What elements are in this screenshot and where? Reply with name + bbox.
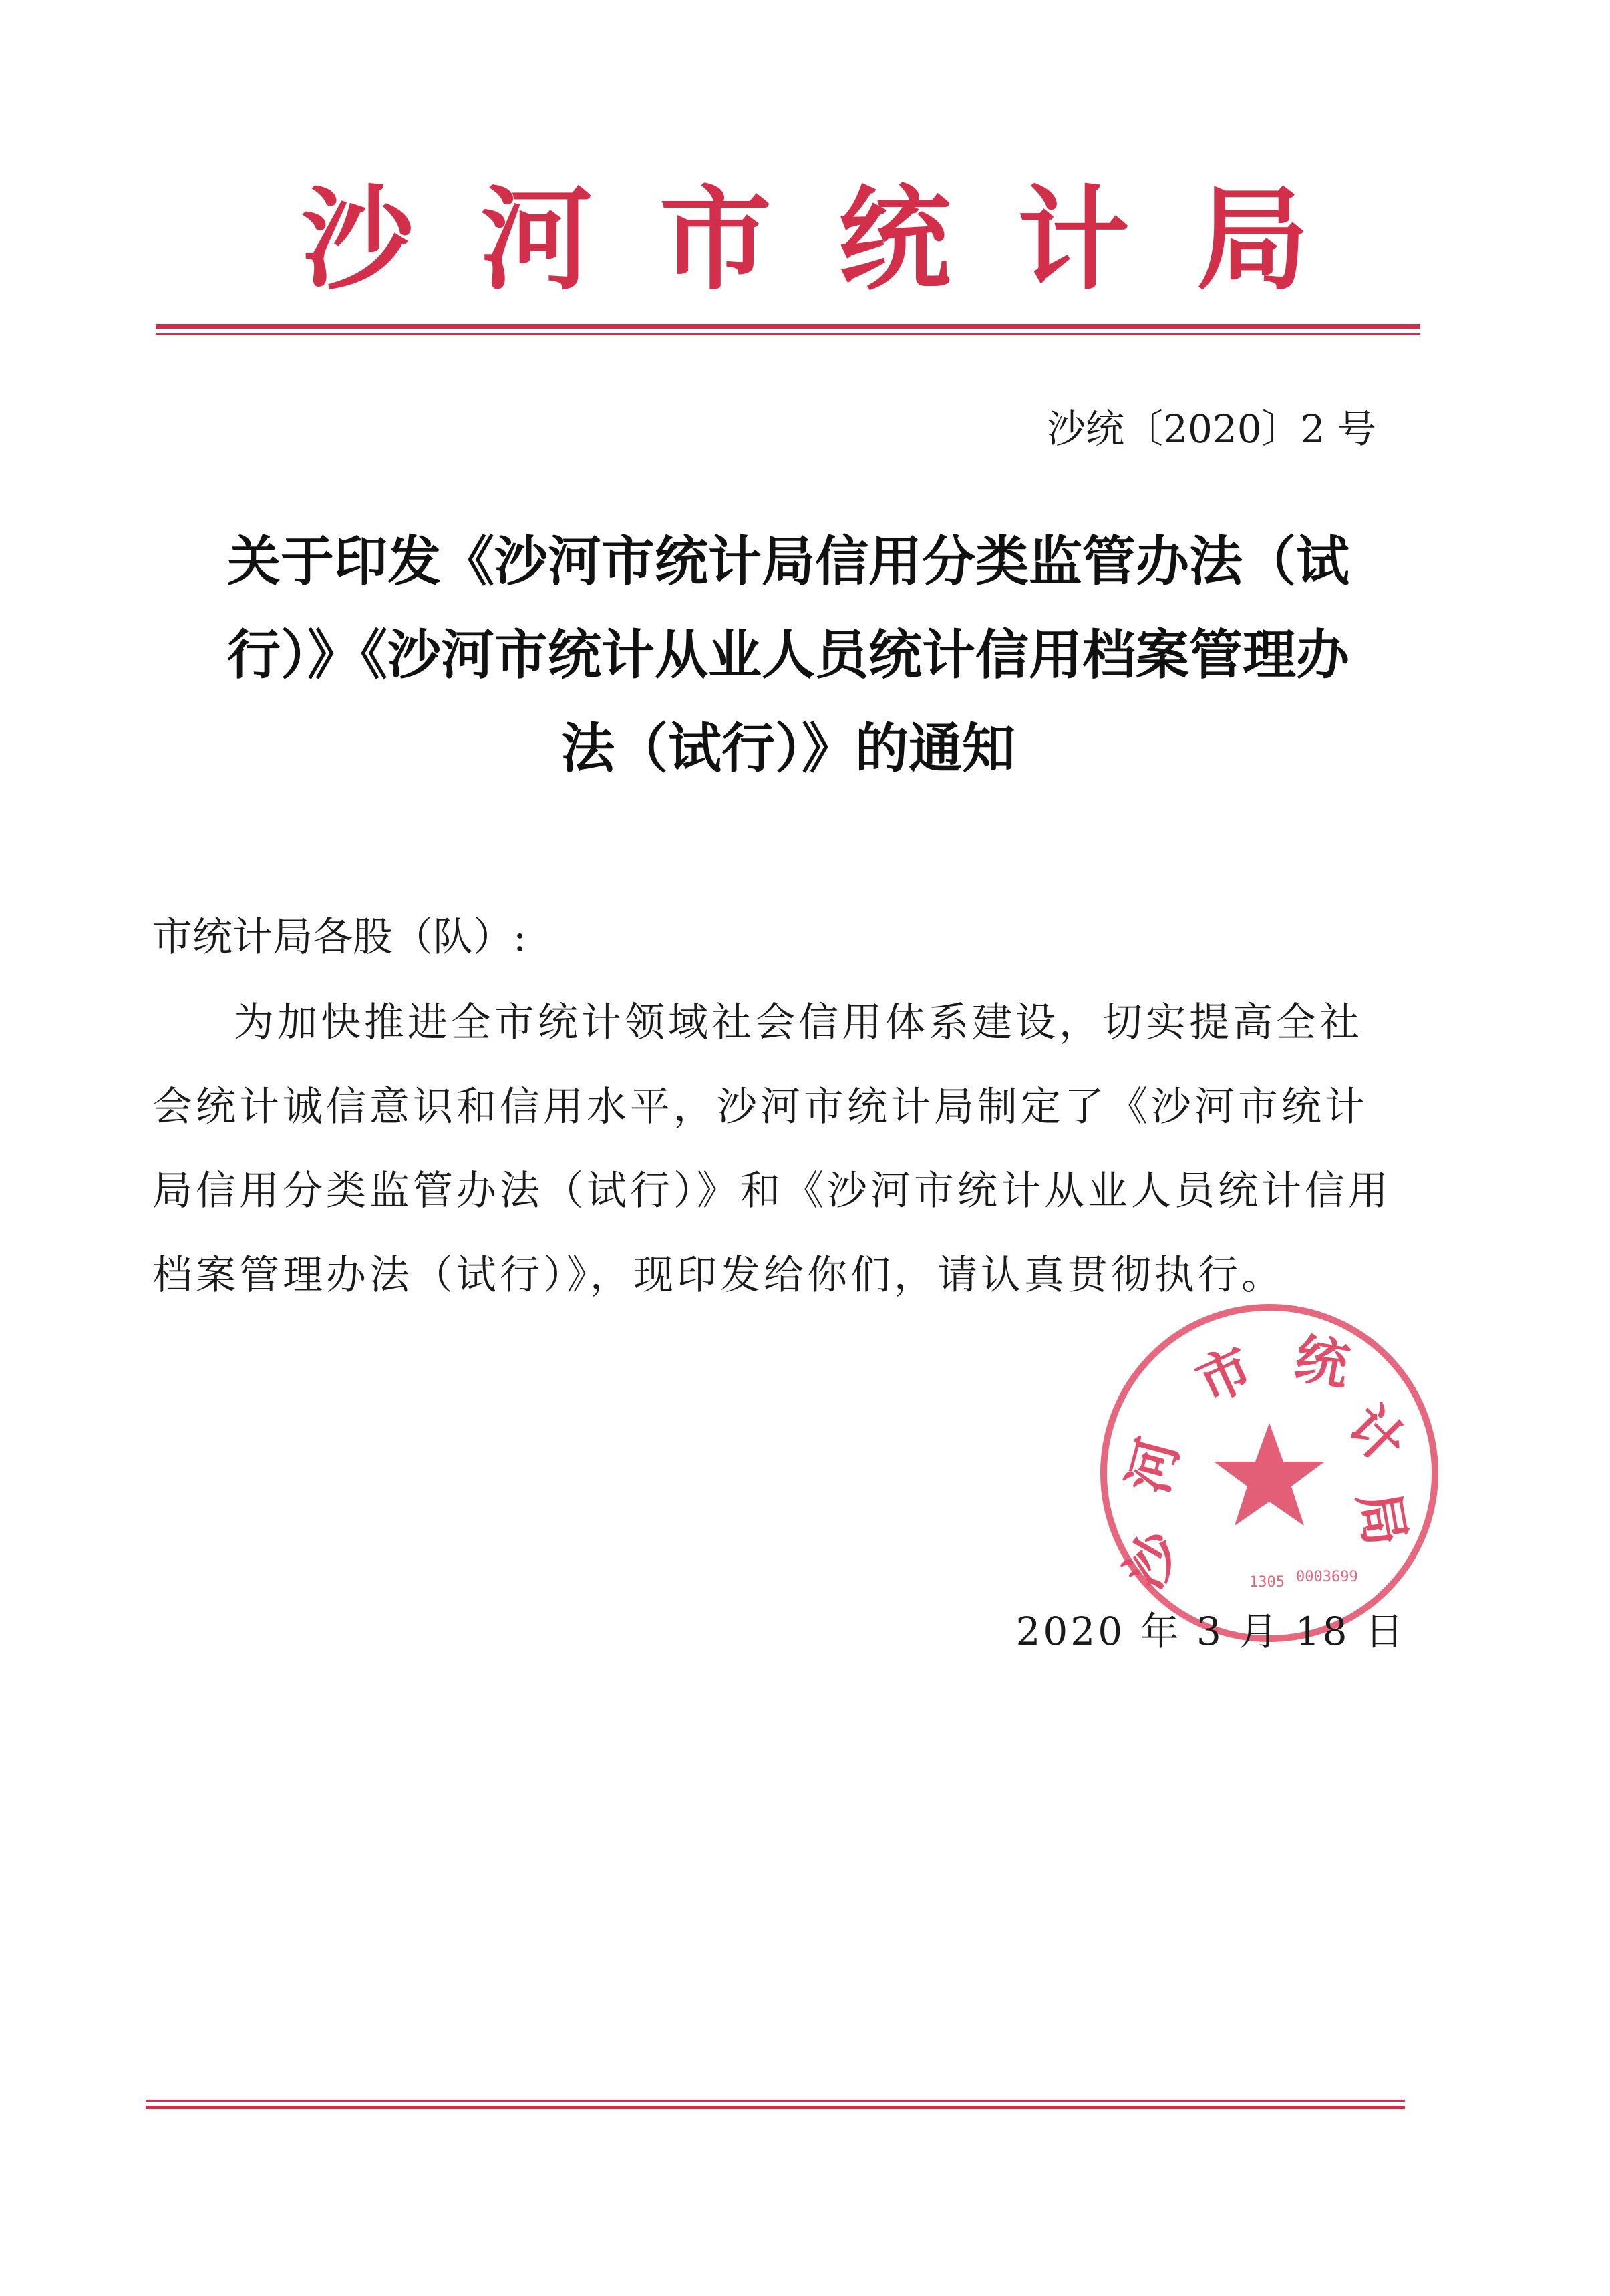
seal-code-tail: 0003699: [1296, 1569, 1358, 1585]
document-title: [147, 514, 1430, 795]
salutation: 市统计局各股（队）:: [152, 914, 527, 961]
body-line: 局信用分类监管办法（试行）》和《沙河市统计从业人员统计信用: [152, 1168, 1392, 1214]
masthead-title: 沙河市统计局: [301, 173, 1376, 305]
title-line: 法（试行）》的通知: [561, 717, 1015, 780]
title-line: 关于印发《沙河市统计局信用分类监管办法（试: [227, 530, 1349, 593]
masthead-rule-thin: [156, 333, 1420, 335]
seal-star-icon: [1214, 1423, 1325, 1526]
seal-char: 河: [1116, 1432, 1191, 1500]
seal-char: 市: [1186, 1335, 1262, 1415]
seal-code: 1305: [1249, 1574, 1285, 1591]
seal-char: 局: [1346, 1487, 1418, 1551]
footer-rule-thin: [146, 2100, 1405, 2102]
body-line: 为加快推进全市统计领域社会信用体系建设，切实提高全社: [234, 999, 1363, 1046]
title-line: 行）》《沙河市统计从业人员统计信用档案管理办: [227, 623, 1349, 686]
seal-char: 沙: [1112, 1521, 1194, 1599]
document-number: 沙统〔2020〕2 号: [1047, 406, 1376, 452]
body-line: 会统计诚信意识和信用水平，沙河市统计局制定了《沙河市统计: [152, 1084, 1368, 1130]
seal-char: 计: [1335, 1393, 1418, 1476]
body-line: 档案管理办法（试行）》，现印发给你们，请认真贯彻执行。: [152, 1252, 1285, 1299]
masthead-rule-thick: [156, 324, 1420, 329]
document-date: 2020 年 3 月 18 日: [1015, 1609, 1406, 1654]
official-seal: [1096, 1299, 1443, 1647]
body-paragraph: [152, 981, 1422, 1317]
footer-rule-thick: [146, 2106, 1405, 2109]
seal-char: 统: [1290, 1326, 1354, 1398]
